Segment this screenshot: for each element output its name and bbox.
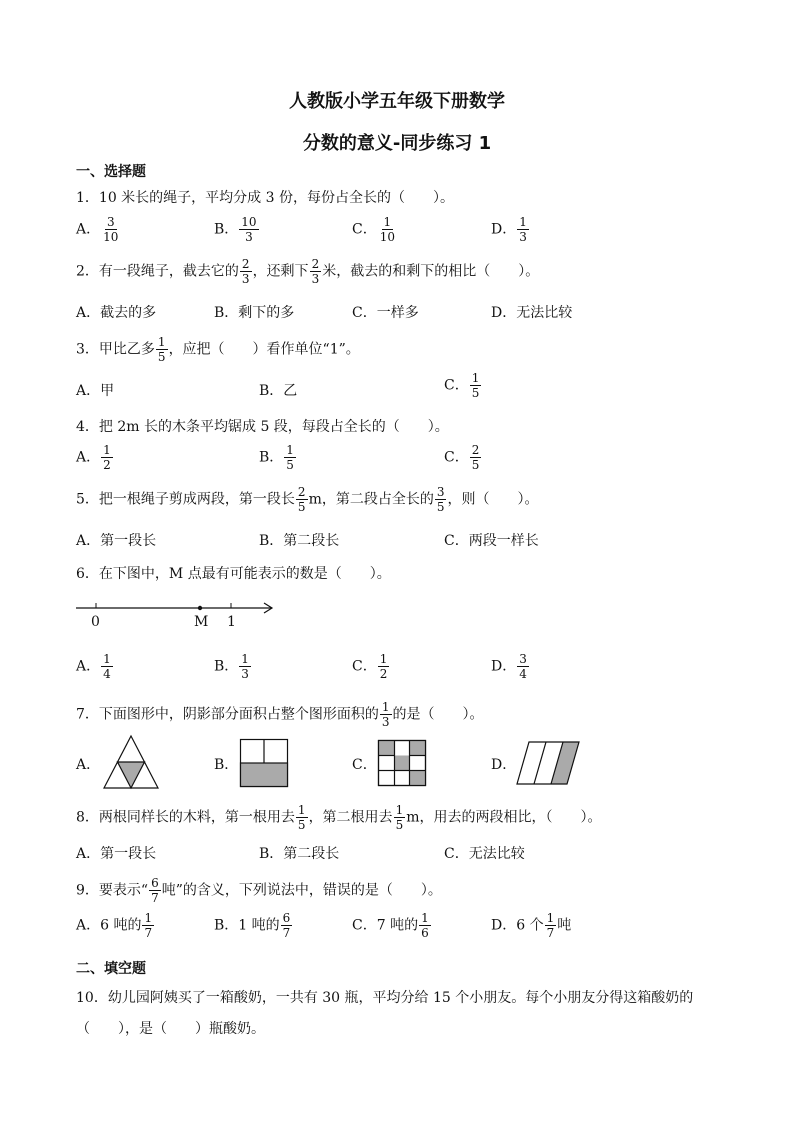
q7-grid-figure[interactable] — [378, 740, 426, 786]
q7-option-a-label[interactable]: A． — [76, 757, 101, 773]
question-8-stem: 8．两根同样长的木料，第一根用去 $\frac{1}{5}$ ，第二根用去 $\frac{1}{5}$ m，用去的两段相比，（ ）。 — [76, 803, 602, 832]
question-1-stem: 1．10 米长的绳子，平均分成 3 份，每份占全长的（ ）。 — [76, 190, 454, 206]
q6-option-d[interactable]: D． $\frac{3}{4}$ — [491, 652, 527, 681]
question-6-stem: 6．在下图中，M 点最有可能表示的数是（ ）。 — [76, 566, 391, 582]
q9-option-c[interactable]: C．7 吨的 $\frac{1}{6}$ — [352, 911, 429, 940]
q1-option-a[interactable]: A． $\frac{3}{10}$ — [76, 215, 119, 244]
question-10-line-1: 10．幼儿园阿姨买了一箱酸奶，一共有 30 瓶，平均分给 15 个小朋友。每个小朋友分得这箱酸奶的 — [76, 990, 694, 1006]
question-2-stem: 2．有一段绳子，截去它的 $\frac{2}{3}$ ，还剩下 $\frac{2}{3}$ 米，截去的和剩下的相比（ ）。 — [76, 257, 540, 286]
q1-option-c[interactable]: C． $\frac{1}{10}$ — [352, 215, 395, 244]
question-9-stem: 9．要表示“ $\frac{6}{7}$ 吨”的含义，下列说法中，错误的是（ ）。 — [76, 876, 442, 905]
q7-option-b-label[interactable]: B． — [214, 757, 239, 773]
q7-option-d-label[interactable]: D． — [491, 757, 517, 773]
q7-triangle-figure[interactable] — [102, 734, 160, 790]
q5-option-c[interactable]: C．两段一样长 — [444, 533, 539, 549]
number-line-label-m: M — [194, 614, 209, 630]
q7-parallelogram-figure[interactable] — [517, 741, 581, 785]
question-5-stem: 5．把一根绳子剪成两段，第一段长 $\frac{2}{5}$ m，第二段占全长的 $\frac{3}{5}$ ，则（ ）。 — [76, 485, 539, 514]
q6-option-c[interactable]: C． $\frac{1}{2}$ — [352, 652, 388, 681]
q6-option-a[interactable]: A． $\frac{1}{4}$ — [76, 652, 111, 681]
q4-option-b[interactable]: B． $\frac{1}{5}$ — [259, 443, 294, 472]
q9-option-d[interactable]: D．6 个 $\frac{1}{7}$ 吨 — [491, 911, 572, 940]
q9-option-a[interactable]: A．6 吨的 $\frac{1}{7}$ — [76, 911, 153, 940]
page-title: 人教版小学五年级下册数学 — [289, 91, 505, 112]
q2-option-b[interactable]: B．剩下的多 — [214, 305, 295, 321]
question-4-stem: 4．把 2m 长的木条平均锯成 5 段，每段占全长的（ ）。 — [76, 419, 449, 435]
number-line-label-0: 0 — [91, 614, 100, 630]
q8-option-c[interactable]: C．无法比较 — [444, 846, 525, 862]
question-3-stem: 3．甲比乙多 $\frac{1}{5}$ ，应把（ ）看作单位“1”。 — [76, 335, 360, 364]
q3-option-b[interactable]: B．乙 — [259, 383, 298, 399]
q7-square-figure[interactable] — [240, 739, 288, 787]
q6-option-b[interactable]: B． $\frac{1}{3}$ — [214, 652, 249, 681]
q5-option-a[interactable]: A．第一段长 — [76, 533, 157, 549]
q8-option-a[interactable]: A．第一段长 — [76, 846, 157, 862]
question-7-stem: 7．下面图形中，阴影部分面积占整个图形面积的 $\frac{1}{3}$ 的是（ ）。 — [76, 700, 484, 729]
number-line-diagram — [76, 598, 276, 634]
q8-option-b[interactable]: B．第二段长 — [259, 846, 340, 862]
number-line-label-1: 1 — [227, 614, 236, 630]
section-heading-choice: 一、选择题 — [76, 164, 146, 180]
page-subtitle: 分数的意义-同步练习 1 — [302, 133, 492, 154]
q2-option-d[interactable]: D．无法比较 — [491, 305, 573, 321]
q5-option-b[interactable]: B．第二段长 — [259, 533, 340, 549]
q9-option-b[interactable]: B．1 吨的 $\frac{6}{7}$ — [214, 911, 291, 940]
section-heading-fill: 二、填空题 — [76, 961, 146, 977]
q2-option-c[interactable]: C．一样多 — [352, 305, 419, 321]
q1-option-d[interactable]: D． $\frac{1}{3}$ — [491, 215, 527, 244]
question-10-line-2: （ ），是（ ）瓶酸奶。 — [76, 1021, 265, 1037]
q4-option-c[interactable]: C． $\frac{2}{5}$ — [444, 443, 480, 472]
q7-option-c-label[interactable]: C． — [352, 757, 377, 773]
q1-option-b[interactable]: B． $\frac{10}{3}$ — [214, 215, 257, 244]
q3-option-a[interactable]: A．甲 — [76, 383, 115, 399]
q2-option-a[interactable]: A．截去的多 — [76, 305, 157, 321]
q3-option-c[interactable]: C． $\frac{1}{5}$ — [444, 371, 480, 400]
q4-option-a[interactable]: A． $\frac{1}{2}$ — [76, 443, 111, 472]
